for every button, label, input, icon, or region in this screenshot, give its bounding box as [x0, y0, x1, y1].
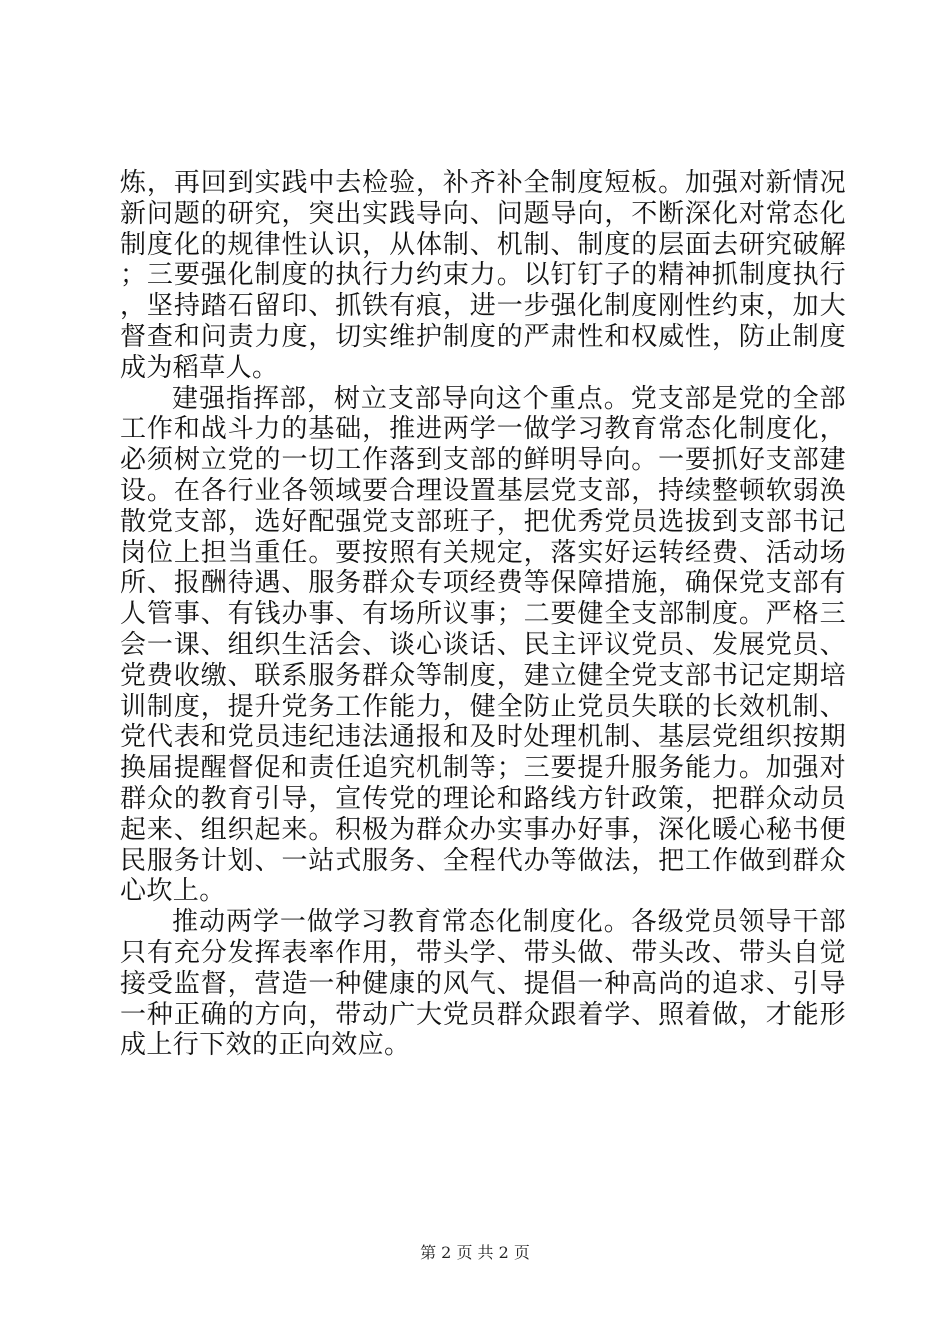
paragraph-3: 推动两学一做学习教育常态化制度化。各级党员领导干部只有充分发挥表率作用，带头学、带头做、带头改、带头自觉接受监督，营造一种健康的风气、提倡一种高尚的追求、引导一种正确的方向，带动广大党员群众跟着学、照着做，才能形成上行下效的正向效应。 [120, 907, 846, 1061]
page-number-footer: 第 2 页 共 2 页 [420, 1243, 530, 1262]
document-body [120, 168, 846, 1061]
paragraph-2: 建强指挥部，树立支部导向这个重点。党支部是党的全部工作和战斗力的基础，推进两学一做学习教育常态化制度化，必须树立党的一切工作落到支部的鲜明导向。一要抓好支部建设。在各行业各领域要合理设置基层党支部，持续整顿软弱涣散党支部，选好配强党支部班子，把优秀党员选拔到支部书记岗位上担当重任。要按照有关规定，落实好运转经费、活动场所、报酬待遇、服务群众专项经费等保障措施，确保党支部有人管事、有钱办事、有场所议事；二要健全支部制度。严格三会一课、组织生活会、谈心谈话、民主评议党员、发展党员、党费收缴、联系服务群众等制度，建立健全党支部书记定期培训制度，提升党务工作能力，健全防止党员失联的长效机制、党代表和党员违纪违法通报和及时处理机制、基层党组织按期换届提醒督促和责任追究机制等；三要提升服务能力。加强对群众的教育引导，宣传党的理论和路线方针政策，把群众动员起来、组织起来。积极为群众办实事办好事，深化暖心秘书便民服务计划、一站式服务、全程代办等做法，把工作做到群众心坎上。 [120, 383, 846, 907]
paragraph-1: 炼，再回到实践中去检验，补齐补全制度短板。加强对新情况新问题的研究，突出实践导向、问题导向，不断深化对常态化制度化的规律性认识，从体制、机制、制度的层面去研究破解；三要强化制度的执行力约束力。以钉钉子的精神抓制度执行，坚持踏石留印、抓铁有痕，进一步强化制度刚性约束，加大督查和问责力度，切实维护制度的严肃性和权威性，防止制度成为稻草人。 [120, 168, 846, 383]
